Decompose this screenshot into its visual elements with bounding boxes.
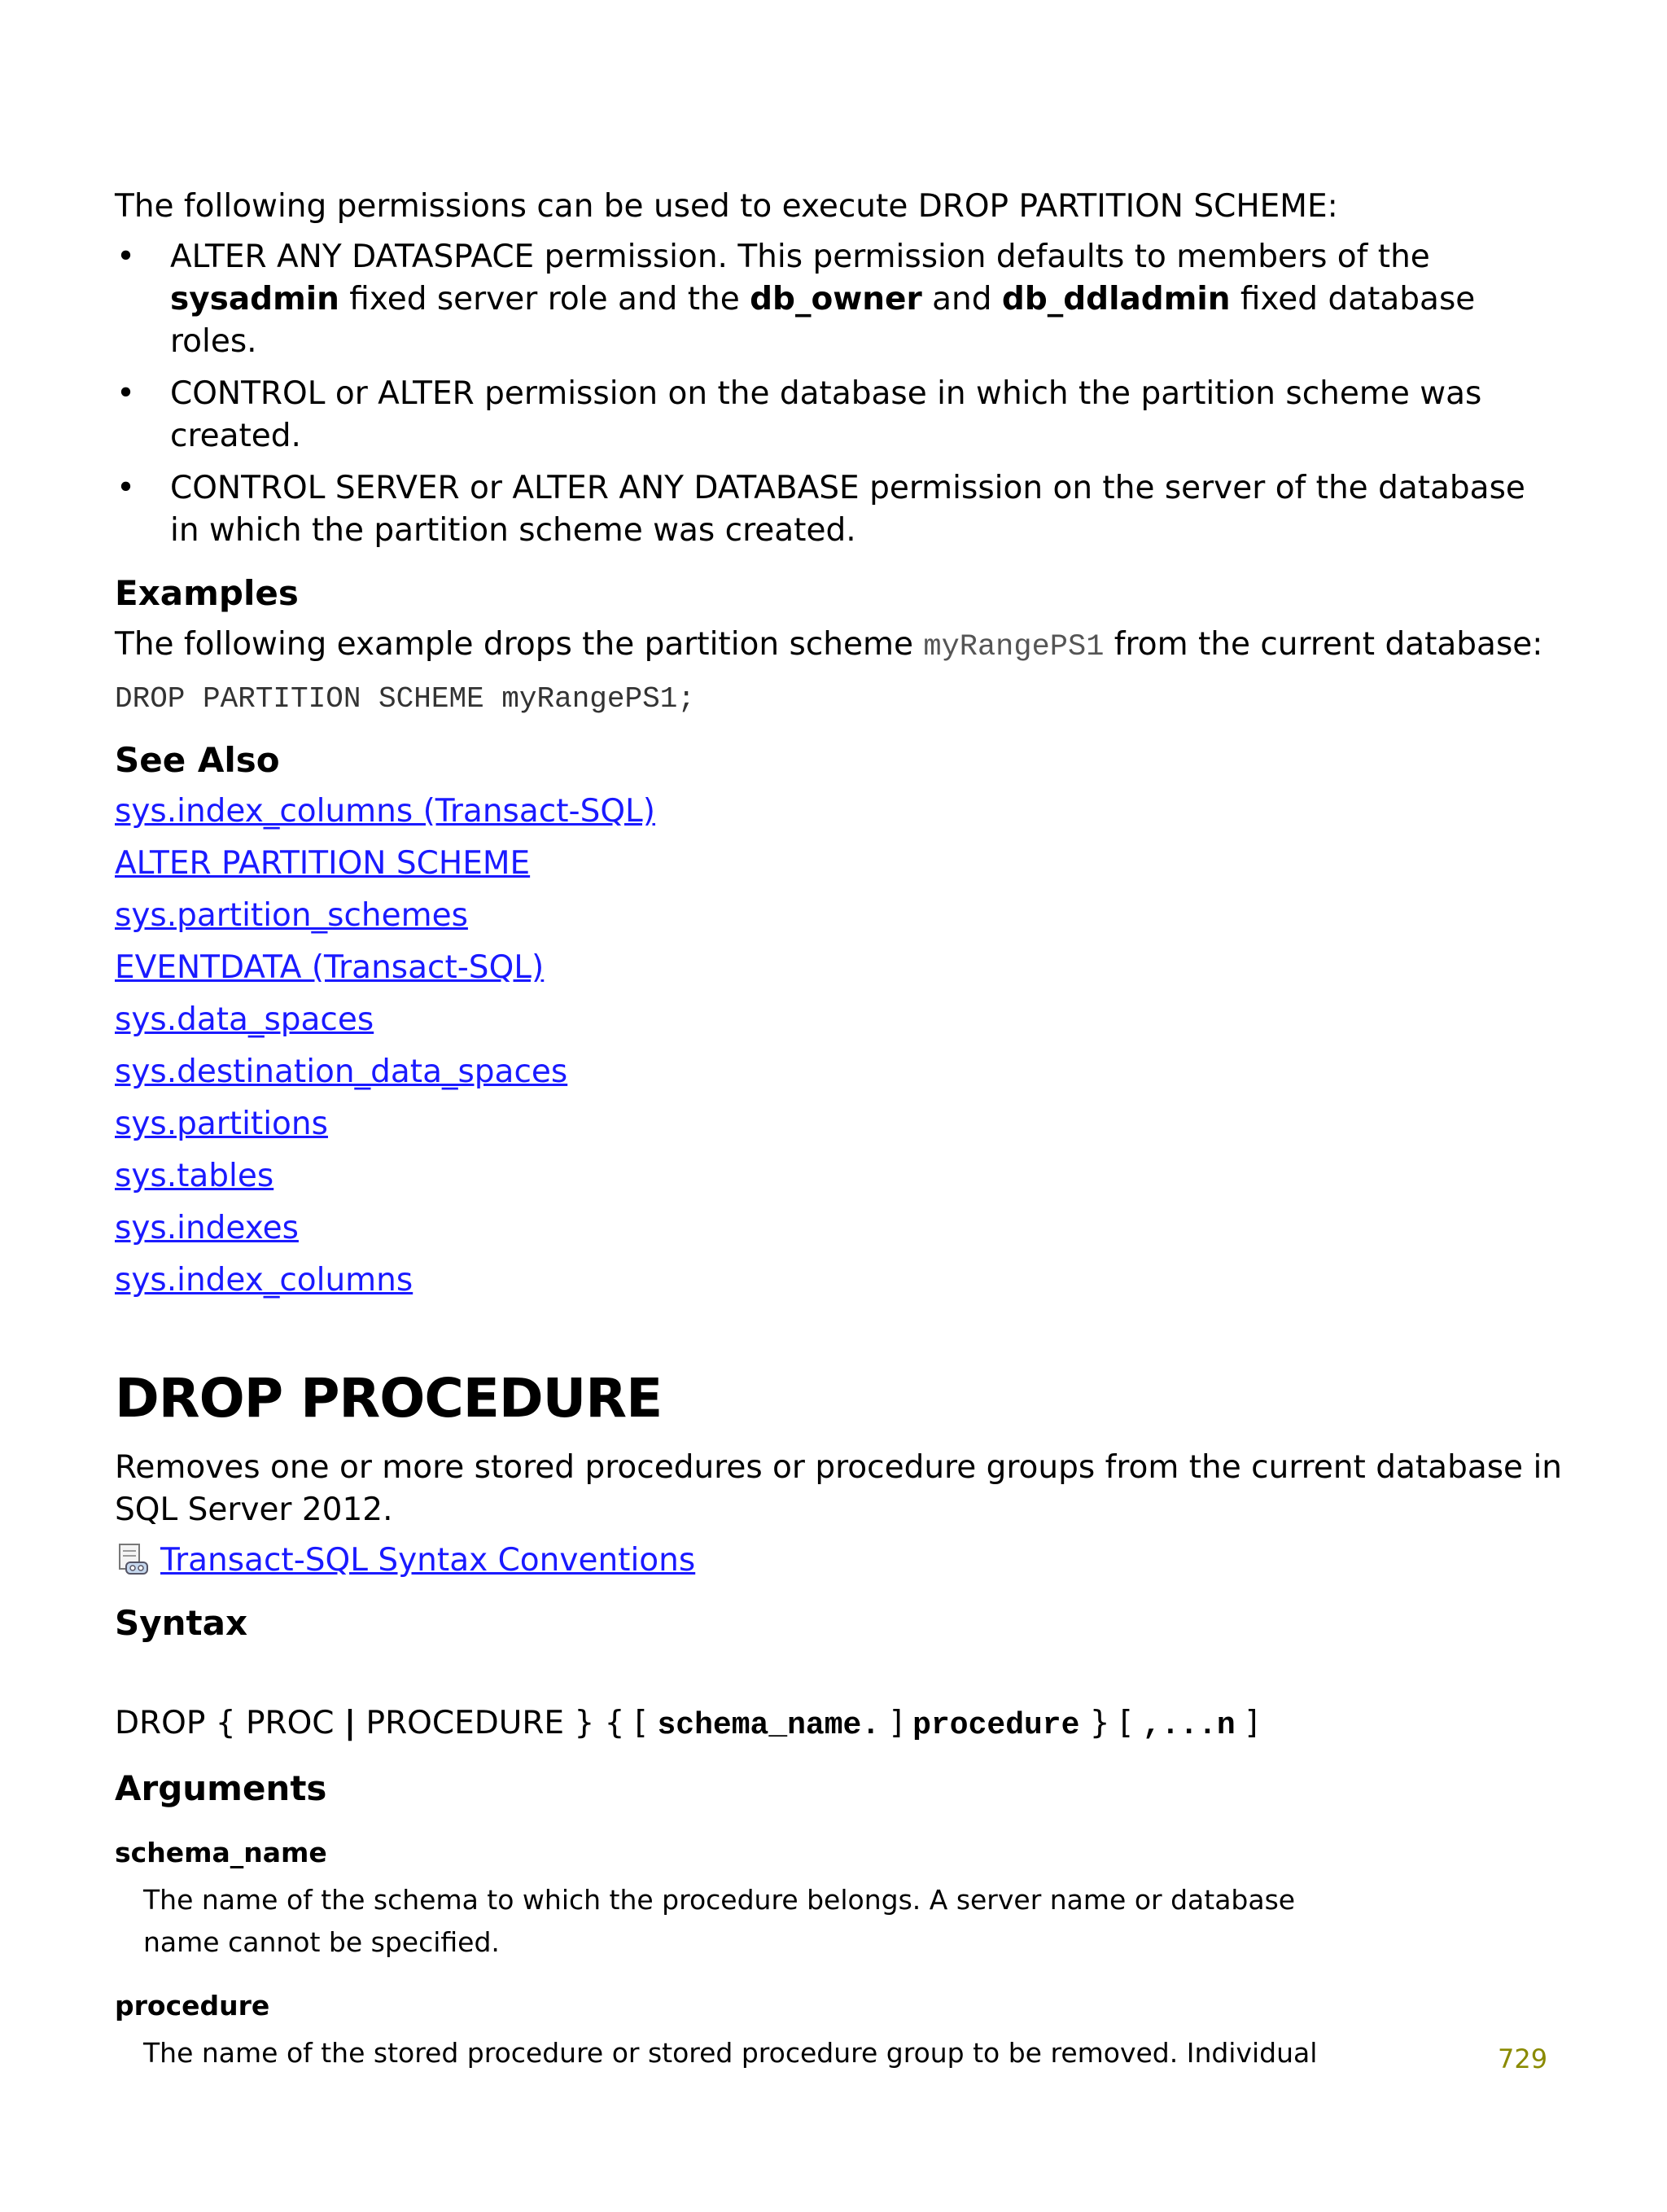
list-item: • ALTER ANY DATASPACE permission. This permission defaults to members of the sysadmin fixed server role and the db_owner and db_ddladmin fixed database roles. [115, 236, 1564, 363]
bullet-icon: • [116, 375, 136, 412]
argument-description: The name of the stored procedure or stored procedure group to be removed. Individual [143, 2037, 1318, 2069]
see-also-link[interactable]: sys.tables [115, 1158, 274, 1194]
section-description: Removes one or more stored procedures or procedure groups from the current database in SQL Server 2012. [115, 1449, 1563, 1528]
see-also-heading: See Also [115, 740, 280, 780]
see-also-link[interactable]: sys.data_spaces [115, 1001, 374, 1038]
conventions-row [115, 1540, 1564, 1582]
examples-text: The following example drops the partition scheme myRangePS1 from the current database: [115, 626, 1543, 664]
page-number: 729 [1498, 2043, 1548, 2074]
argument-description: The name of the schema to which the procedure belongs. A server name or database name cannot be specified. [143, 1884, 1296, 1958]
document-page [115, 186, 1564, 2074]
list-item: • CONTROL SERVER or ALTER ANY DATABASE permission on the server of the database in which the partition scheme was created. [115, 467, 1564, 552]
see-also-link[interactable]: sys.partitions [115, 1106, 328, 1142]
syntax-heading: Syntax [115, 1603, 248, 1643]
see-also-link[interactable]: EVENTDATA (Transact-SQL) [115, 949, 545, 986]
see-also-link[interactable]: ALTER PARTITION SCHEME [115, 845, 531, 882]
bullet-icon: • [116, 470, 136, 506]
see-also-link[interactable]: sys.indexes [115, 1210, 299, 1246]
syntax-block: DROP { PROC | PROCEDURE } { [ schema_name. ] procedure } [ ,...n ] [115, 1705, 1258, 1743]
see-also-link[interactable]: sys.destination_data_spaces [115, 1053, 568, 1090]
syntax-conventions-link[interactable]: Transact-SQL Syntax Conventions [160, 1542, 696, 1579]
bullet-icon: • [116, 239, 136, 275]
inline-code: myRangePS1 [923, 630, 1105, 664]
document-link-icon [115, 1543, 151, 1579]
see-also-link[interactable]: sys.index_columns (Transact-SQL) [115, 793, 655, 830]
see-also-link[interactable]: sys.partition_schemes [115, 897, 468, 934]
examples-heading: Examples [115, 573, 299, 613]
code-sample: DROP PARTITION SCHEME myRangePS1; [115, 682, 695, 716]
argument-name: procedure [115, 1990, 270, 2021]
section-title: DROP PROCEDURE [115, 1367, 663, 1430]
list-item: • CONTROL or ALTER permission on the database in which the partition scheme was created. [115, 373, 1564, 458]
argument-name: schema_name [115, 1837, 327, 1868]
permissions-intro: The following permissions can be used to execute DROP PARTITION SCHEME: [115, 188, 1338, 225]
permissions-list [115, 236, 1564, 552]
see-also-links [115, 791, 1564, 1302]
see-also-link[interactable]: sys.index_columns [115, 1262, 413, 1299]
arguments-heading: Arguments [115, 1768, 327, 1808]
